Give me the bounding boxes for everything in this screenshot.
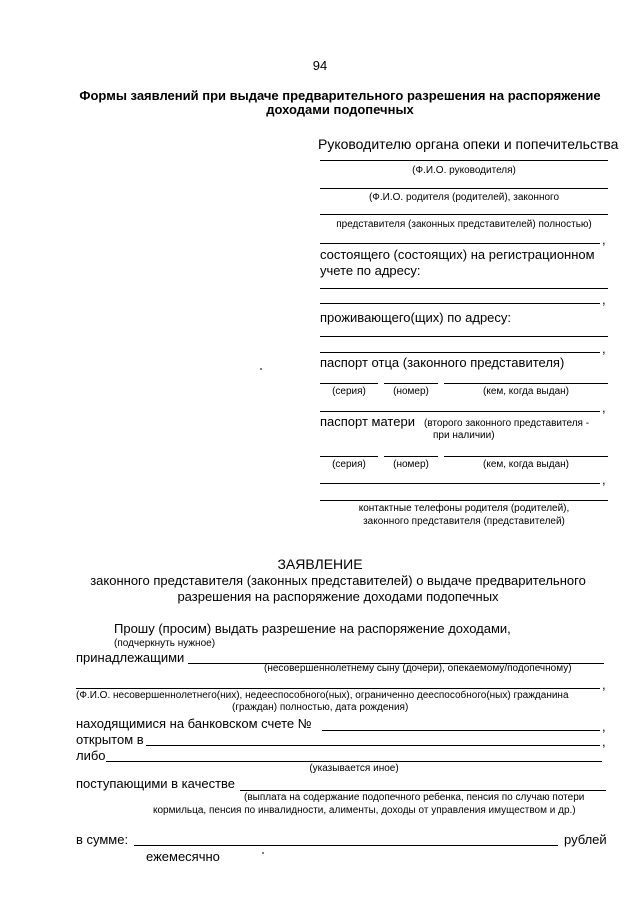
page-title: Формы заявлений при выдаче предварительного разрешения на распоряжение <box>79 88 601 103</box>
passport-father-label: паспорт отца (законного представителя) <box>320 355 565 370</box>
received-as-label: поступающими в качестве <box>76 776 236 791</box>
fio-parent-line-2[interactable] <box>320 214 608 215</box>
minor-caption: (несовершеннолетнему сыну (дочери), опекаемому/подопечному) <box>264 663 572 674</box>
mother-number-line[interactable] <box>384 456 438 457</box>
father-issued-line[interactable] <box>444 383 608 384</box>
mother-series-line[interactable] <box>320 456 378 457</box>
father-number-caption: (номер) <box>393 386 429 397</box>
addressee: Руководителю органа опеки и попечительства <box>318 136 619 152</box>
payment-caption-2: кормильца, пенсия по инвалидности, алименты, доходы от управления имуществом и др.) <box>153 805 576 816</box>
amount-label: в сумме: <box>76 832 129 847</box>
fio-minor-caption: (Ф.И.О. несовершеннолетнего(них), недееспособного(ных), ограниченно дееспособного(ных) гражданина <box>76 690 569 701</box>
underline-note: (подчеркнуть нужное) <box>114 638 216 649</box>
passport-mother-note: (второго законного представителя - <box>424 418 590 429</box>
comma: , <box>602 719 606 734</box>
father-issued-caption: (кем, когда выдан) <box>483 386 569 397</box>
comma: , <box>602 400 606 415</box>
phones-caption: контактные телефоны родителя (родителей), <box>358 503 570 514</box>
other-line[interactable] <box>106 761 602 762</box>
father-number-line[interactable] <box>384 383 438 384</box>
fio-head-line[interactable] <box>320 160 608 161</box>
fio-head-caption: (Ф.И.О. руководителя) <box>412 165 516 176</box>
comma: , <box>602 734 606 749</box>
fio-parent-caption: (Ф.И.О. родителя (родителей), законного <box>368 192 560 203</box>
opened-in-line[interactable] <box>146 745 600 746</box>
amount-line[interactable] <box>134 845 558 846</box>
passport-mother-note-2: при наличии) <box>433 430 495 441</box>
residing-label: проживающего(щих) по адресу: <box>320 310 512 325</box>
page-title-line2: доходами подопечных <box>266 102 414 117</box>
fio-parent-line-3[interactable] <box>320 243 600 244</box>
bank-account-line[interactable] <box>322 730 600 731</box>
passport-mother-label: паспорт матери <box>320 414 415 429</box>
comma: , <box>602 341 606 356</box>
statement-subheading-2: разрешения на распоряжение доходами подопечных <box>177 589 499 604</box>
fio-minor-line[interactable] <box>76 688 600 689</box>
phones-line[interactable] <box>320 500 608 501</box>
mother-series-caption: (серия) <box>332 459 366 470</box>
or-label: либо <box>76 748 106 763</box>
comma: , <box>602 292 606 307</box>
registered-address-line[interactable] <box>320 288 608 289</box>
rubles-label: рублей <box>564 832 607 847</box>
comma: , <box>602 472 606 487</box>
monthly-label: ежемесячно <box>146 849 220 864</box>
comma: , <box>602 677 606 692</box>
mother-passport-line-2[interactable] <box>320 483 600 484</box>
father-series-caption: (серия) <box>332 386 366 397</box>
mother-number-caption: (номер) <box>393 459 429 470</box>
fio-parent-caption-2: представителя (законных представителей) полностью) <box>336 219 592 230</box>
registered-address-line-2[interactable] <box>320 303 600 304</box>
page-number: 94 <box>312 58 328 73</box>
statement-heading: ЗАЯВЛЕНИЕ <box>277 556 363 572</box>
other-caption: (указывается иное) <box>309 763 399 774</box>
residing-address-line[interactable] <box>320 336 608 337</box>
father-series-line[interactable] <box>320 383 378 384</box>
comma: , <box>602 232 606 247</box>
scan-speck <box>260 368 262 370</box>
statement-subheading: законного представителя (законных представителей) о выдаче предварительного <box>90 573 586 588</box>
belonging-label: принадлежащими <box>76 650 185 665</box>
registered-label-2: учете по адресу: <box>320 263 421 278</box>
mother-issued-line[interactable] <box>444 456 608 457</box>
phones-caption-2: законного представителя (представителей) <box>363 516 565 527</box>
residing-address-line-2[interactable] <box>320 352 600 353</box>
father-passport-line-2[interactable] <box>320 411 600 412</box>
request-text: Прошу (просим) выдать разрешение на распоряжение доходами, <box>114 621 511 636</box>
registered-label: состоящего (состоящих) на регистрационном <box>320 247 595 262</box>
bank-account-label: находящимися на банковском счете № <box>76 716 312 731</box>
scan-speck <box>262 852 264 854</box>
opened-in-label: открытом в <box>76 732 144 747</box>
fio-minor-caption-2: (граждан) полностью, дата рождения) <box>232 702 409 713</box>
payment-caption: (выплата на содержание подопечного ребенка, пенсия по случаю потери <box>244 792 585 803</box>
fio-parent-line[interactable] <box>320 188 608 189</box>
received-as-line[interactable] <box>240 790 606 791</box>
mother-issued-caption: (кем, когда выдан) <box>483 459 569 470</box>
